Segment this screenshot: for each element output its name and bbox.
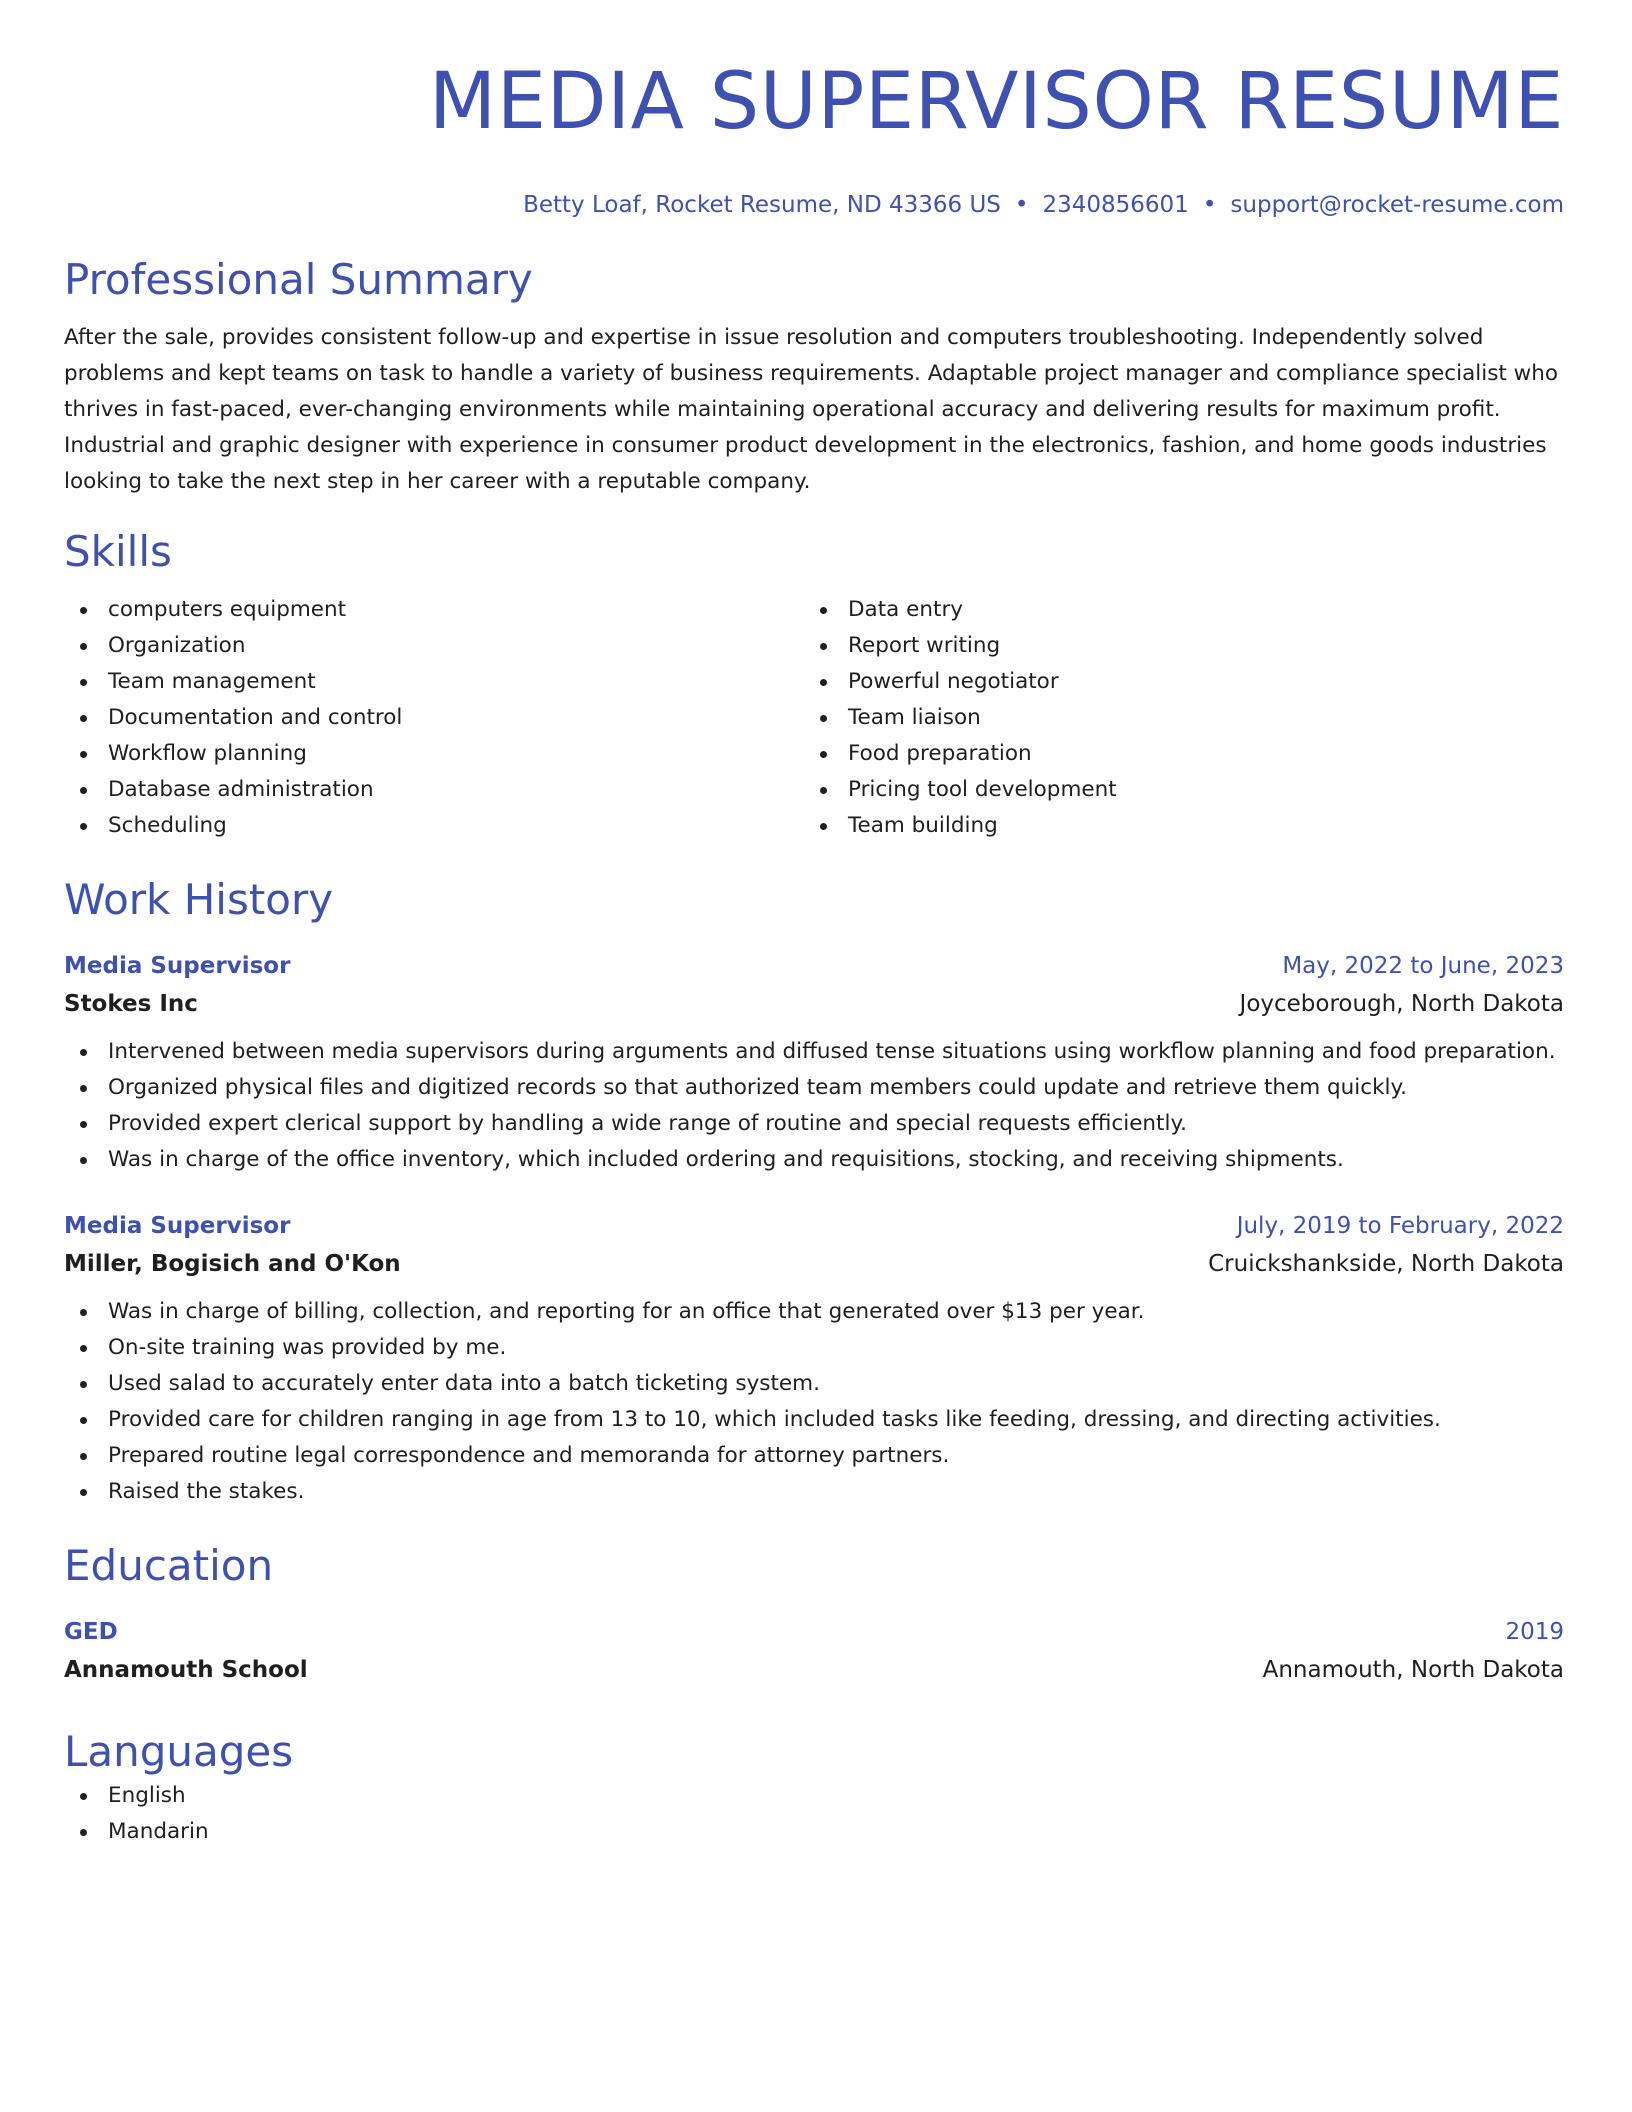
skills-column-right: [804, 592, 1544, 844]
job-duty-item: Organized physical files and digitized records so that authorized team members could update and retrieve them quickly.: [64, 1070, 1564, 1106]
job-employer-row: [64, 984, 1564, 1024]
contact-address: Betty Loaf, Rocket Resume, ND 43366 US: [523, 192, 1001, 218]
skills-list-left: [64, 592, 804, 844]
skill-item: Workflow planning: [64, 736, 804, 772]
education-location: Annamouth, North Dakota: [1262, 1657, 1564, 1683]
skill-item: Food preparation: [804, 736, 1544, 772]
section-heading-languages: Languages: [64, 1727, 294, 1776]
contact-separator: •: [1202, 192, 1217, 218]
job-duty-item: Was in charge of billing, collection, and reporting for an office that generated over $13 per year.: [64, 1294, 1564, 1330]
skill-item: Report writing: [804, 628, 1544, 664]
languages-list: [64, 1778, 1564, 1850]
job-dates: May, 2022 to June, 2023: [1282, 953, 1564, 979]
skill-item: Team liaison: [804, 700, 1544, 736]
skill-item: Documentation and control: [64, 700, 804, 736]
job-duty-item: Raised the stakes.: [64, 1474, 1564, 1510]
section-heading-skills: Skills: [64, 527, 172, 576]
contact-line: [64, 190, 1564, 220]
skill-item: Powerful negotiator: [804, 664, 1544, 700]
job-duty-item: Was in charge of the office inventory, which included ordering and requisitions, stocking, and receiving shipments.: [64, 1142, 1564, 1178]
skills-grid: [64, 592, 1564, 844]
job-entry: [64, 948, 1564, 1178]
languages-section: [64, 1726, 1564, 1850]
contact-separator: •: [1014, 192, 1029, 218]
skill-item: Team building: [804, 808, 1544, 844]
job-duty-item: Used salad to accurately enter data into a batch ticketing system.: [64, 1366, 1564, 1402]
resume-page: [64, 0, 1564, 1850]
education-header-row: [64, 1614, 1564, 1650]
skill-item: Team management: [64, 664, 804, 700]
job-header-row: [64, 1208, 1564, 1244]
job-duty-item: Prepared routine legal correspondence and memoranda for attorney partners.: [64, 1438, 1564, 1474]
education-degree: GED: [64, 1619, 118, 1645]
section-heading-summary: Professional Summary: [64, 255, 533, 304]
page-title: MEDIA SUPERVISOR RESUME: [428, 57, 1564, 147]
section-heading-work-history: Work History: [64, 875, 334, 924]
job-duty-item: Intervened between media supervisors during arguments and diffused tense situations using workflow planning and food preparation.: [64, 1034, 1564, 1070]
job-location: Joyceborough, North Dakota: [1239, 991, 1564, 1017]
job-dates: July, 2019 to February, 2022: [1236, 1213, 1564, 1239]
job-duties-list: [64, 1034, 1564, 1178]
job-employer: Miller, Bogisich and O'Kon: [64, 1251, 401, 1277]
summary-text: After the sale, provides consistent follow-up and expertise in issue resolution and computers troubleshooting. Independently solved problems and kept teams on task to handle a variety of business requirements. Adaptable project manager and compliance specialist who thrives in fast-paced, ever-changing environments while maintaining operational accuracy and delivering results for maximum profit. Industrial and graphic designer with experience in consumer product development in the electronics, fashion, and home goods industries looking to take the next step in her career with a reputable company.: [64, 325, 1559, 494]
skills-section: [64, 526, 1564, 844]
contact-email: support@rocket-resume.com: [1230, 192, 1564, 218]
education-school: Annamouth School: [64, 1657, 308, 1683]
job-duties-list: [64, 1294, 1564, 1510]
education-entry: [64, 1614, 1564, 1690]
skill-item: Organization: [64, 628, 804, 664]
contact-phone: 2340856601: [1042, 192, 1189, 218]
job-duty-item: Provided care for children ranging in age from 13 to 10, which included tasks like feeding, dressing, and directing activities.: [64, 1402, 1564, 1438]
job-employer-row: [64, 1244, 1564, 1284]
skill-item: computers equipment: [64, 592, 804, 628]
language-item: Mandarin: [64, 1814, 1564, 1850]
job-header-row: [64, 948, 1564, 984]
education-year: 2019: [1505, 1619, 1564, 1645]
skill-item: Data entry: [804, 592, 1544, 628]
skills-column-left: [64, 592, 804, 844]
job-title: Media Supervisor: [64, 953, 291, 979]
skills-list-right: [804, 592, 1544, 844]
skill-item: Scheduling: [64, 808, 804, 844]
professional-summary-section: [64, 254, 1564, 500]
job-location: Cruickshankside, North Dakota: [1208, 1251, 1564, 1277]
job-entry: [64, 1208, 1564, 1510]
skill-item: Database administration: [64, 772, 804, 808]
skill-item: Pricing tool development: [804, 772, 1544, 808]
job-employer: Stokes Inc: [64, 991, 198, 1017]
section-heading-education: Education: [64, 1541, 274, 1590]
job-duty-item: Provided expert clerical support by handling a wide range of routine and special requests efficiently.: [64, 1106, 1564, 1142]
job-duty-item: On-site training was provided by me.: [64, 1330, 1564, 1366]
resume-header: [64, 0, 1564, 220]
job-title: Media Supervisor: [64, 1213, 291, 1239]
language-item: English: [64, 1778, 1564, 1814]
work-history-section: [64, 874, 1564, 1510]
education-school-row: [64, 1650, 1564, 1690]
education-section: [64, 1540, 1564, 1690]
